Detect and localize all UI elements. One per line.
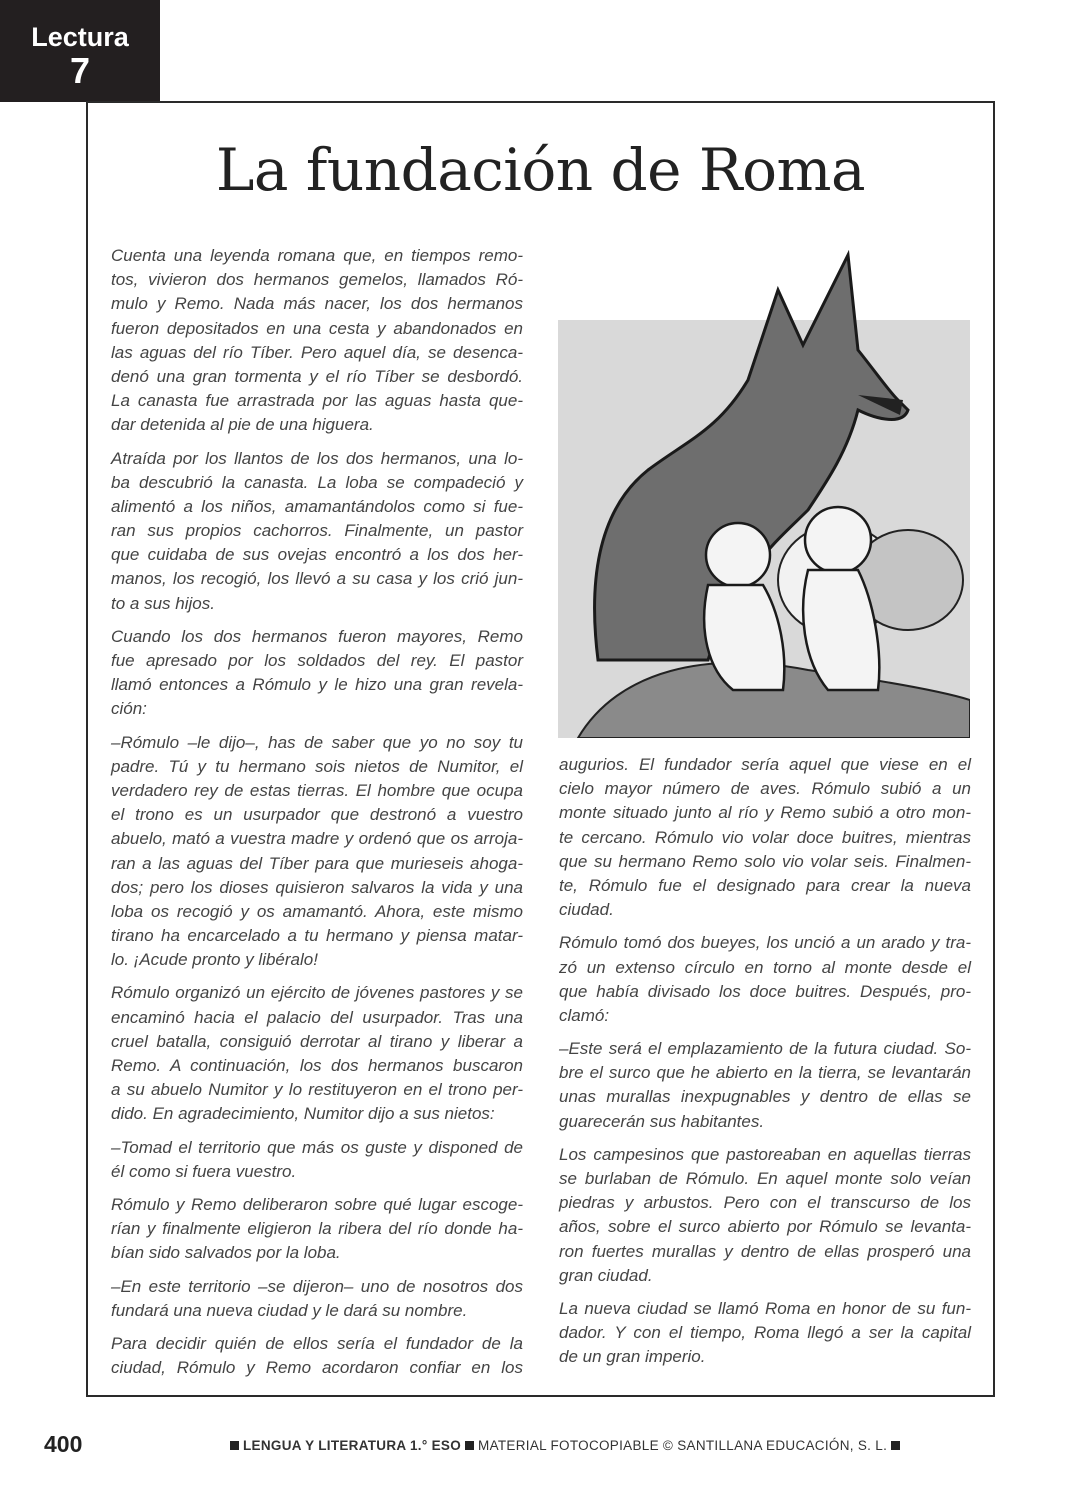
text-line: unas murallas inexpugnables y dentro de ellas se <box>559 1087 971 1107</box>
page-number: 400 <box>44 1431 83 1457</box>
text-line: dar detenida al pie de una higuera. <box>111 415 374 435</box>
text-line: –Rómulo –le dijo–, has de saber que yo no soy tu <box>111 732 523 752</box>
paragraph <box>559 1297 971 1370</box>
text-line: La canasta fue arrastrada por las aguas hasta que- <box>111 391 523 411</box>
text-line: bían sido salvados por la loba. <box>111 1243 341 1263</box>
text-line: bre el surco que he abierto en la tierra, se levantarán <box>559 1063 971 1083</box>
text-line: se burlaban de Rómulo. En aquel monte solo veían <box>559 1169 971 1188</box>
text-line: alimentó a los niños, amamantándolos como si fue- <box>111 496 523 516</box>
text-line: Los campesinos que pastoreaban en aquellas tierras <box>559 1144 971 1164</box>
text-line: Cuenta una leyenda romana que, en tiempos remo- <box>111 246 523 265</box>
text-line: que había divisado los doce buitres. Después, pro- <box>559 981 971 1001</box>
left-column <box>111 244 523 1389</box>
text-line: ba descubrió la canasta. La loba se compadeció y <box>111 472 523 492</box>
text-line: gran ciudad. <box>559 1265 653 1285</box>
text-line: piedras y arbustos. Pero con el transcurso de los <box>559 1193 971 1213</box>
text-line: augurios. El fundador sería aquel que viese en el <box>559 755 971 774</box>
paragraph <box>111 1275 523 1323</box>
text-line: mulo y Remo. Nada más nacer, los dos hermanos <box>111 294 523 314</box>
text-line: él como si fuera vuestro. <box>111 1161 297 1181</box>
right-column <box>559 753 971 1379</box>
text-line: rían y finalmente eligieron la ribera del río donde ha- <box>111 1219 523 1239</box>
text-line: llamó entonces a Rómulo y le hizo una gran revela- <box>111 675 523 695</box>
text-line: tos, vivieron dos hermanos gemelos, llamados Ró- <box>111 270 523 290</box>
text-line: Rómulo organizó un ejército de jóvenes pastores y se <box>111 983 523 1003</box>
text-line: –Este será el emplazamiento de la futura ciudad. So- <box>559 1039 971 1059</box>
text-line: denó una gran tormenta y el río Tíber se desbordó. <box>111 366 523 386</box>
text-line: encaminó hacia el palacio del usurpador. Tras una <box>111 1007 523 1027</box>
text-line: –En este territorio –se dijeron– uno de nosotros dos <box>111 1276 523 1296</box>
text-line: Atraída por los llantos de los dos hermanos, una lo- <box>111 448 523 468</box>
text-line: las aguas del río Tíber. Pero aquel día, se desenca- <box>111 342 523 362</box>
paragraph <box>559 1143 971 1288</box>
text-line: el trono es un usurpador que destronó a vuestro <box>111 805 523 825</box>
text-line: –Tomad el territorio que más os guste y disponed de <box>111 1137 523 1157</box>
paragraph <box>111 1136 523 1184</box>
paragraph <box>111 244 523 438</box>
footer-credits <box>226 1438 904 1453</box>
text-line: Para decidir quién de ellos sería el fundador de la <box>111 1333 523 1353</box>
text-line: que su hermano Remo solo vio volar seis. Finalmen- <box>559 851 971 871</box>
paragraph <box>559 1037 971 1134</box>
text-line: te cercano. Rómulo vio volar doce buitres, mientras <box>559 827 971 847</box>
section-tag <box>0 0 160 102</box>
text-line: tirano ha encarcelado a tu hermano y piensa matar- <box>111 926 523 946</box>
text-line: La nueva ciudad se llamó Roma en honor de su fun- <box>559 1298 971 1318</box>
text-line: loba os recogió y os amamantó. Ahora, este mismo <box>111 901 523 921</box>
text-line: fue apresado por los soldados del rey. El pastor <box>111 651 523 670</box>
text-line: años, sobre el surco abierto por Rómulo se levanta- <box>559 1217 971 1237</box>
paragraph <box>111 1332 523 1380</box>
text-line: te, Rómulo fue el designado para crear la nueva <box>559 875 971 895</box>
square-bullet-icon <box>891 1441 900 1450</box>
text-line: fundará una nueva ciudad y le dará su nombre. <box>111 1300 468 1320</box>
text-line: Rómulo y Remo deliberaron sobre qué lugar escoge- <box>111 1194 523 1214</box>
paragraph <box>111 625 523 722</box>
paragraph <box>559 753 971 922</box>
text-line: Cuando los dos hermanos fueron mayores, Remo <box>111 626 523 646</box>
page-title: La fundación de Roma <box>215 136 866 204</box>
footer-rights: MATERIAL FOTOCOPIABLE © SANTILLANA EDUCACIÓN, S. L. <box>478 1438 888 1453</box>
text-line: abuelo, mató a vuestra madre y ordenó que os arroja- <box>111 829 523 849</box>
text-line: lo. ¡Acude pronto y libéralo! <box>111 950 318 970</box>
section-number: 7 <box>69 50 91 91</box>
paragraph <box>111 1193 523 1266</box>
text-line: to a sus hijos. <box>111 593 215 613</box>
paragraph <box>111 981 523 1126</box>
paragraph <box>559 931 971 1028</box>
text-line: ciudad, Rómulo y Remo acordaron confiar en los <box>111 1358 523 1378</box>
square-bullet-icon <box>465 1441 474 1450</box>
paragraph <box>111 731 523 973</box>
text-line: de un gran imperio. <box>559 1347 706 1367</box>
text-line: ran a las aguas del Tíber para que murieseis ahoga- <box>111 853 523 873</box>
text-line: manos, los recogió, los llevó a su casa y los crió jun- <box>111 569 523 589</box>
text-line: ran sus propios cachorros. Finalmente, un pastor <box>111 521 523 541</box>
paragraph <box>111 447 523 616</box>
text-line: ron fuertes murallas y dentro de ellas prosperó una <box>559 1241 971 1261</box>
text-line: zó un extenso círculo en torno al monte desde el <box>559 957 971 977</box>
text-line: dido. En agradecimiento, Numitor dijo a sus nietos: <box>111 1104 495 1124</box>
text-line: Remo. A continuación, los dos hermanos buscaron <box>111 1056 523 1075</box>
text-line: cruel batalla, consiguió derrotar al tirano y liberar a <box>111 1031 523 1051</box>
section-label: Lectura <box>31 22 129 52</box>
text-line: padre. Tú y tu hermano sois nietos de Numitor, el <box>111 756 523 776</box>
text-line: Rómulo tomó dos bueyes, los unció a un arado y tra- <box>559 933 971 953</box>
text-line: ción: <box>111 699 147 719</box>
text-line: dador. Y con el tiempo, Roma llegó a ser la capital <box>559 1323 971 1343</box>
text-line: ciudad. <box>559 900 614 920</box>
text-line: a su abuelo Numitor y lo restituyeron en el trono per- <box>111 1080 523 1100</box>
text-line: monte situado junto al río y Remo subió a otro mon- <box>559 803 971 823</box>
text-line: guarecerán sus habitantes. <box>559 1111 765 1131</box>
wolf-twins-illustration <box>558 250 970 738</box>
text-line: clamó: <box>559 1005 610 1025</box>
text-line: dos; pero los dioses quisieron salvaros la vida y una <box>111 877 523 897</box>
text-line: verdadero rey de estas tierras. El hombre que ocupa <box>111 780 523 800</box>
text-line: fueron depositados en una cesta y abandonados en <box>111 318 523 338</box>
square-bullet-icon <box>230 1441 239 1450</box>
text-line: cielo mayor número de aves. Rómulo subió a un <box>559 779 971 799</box>
footer-book: LENGUA Y LITERATURA 1.° ESO <box>243 1438 462 1453</box>
text-line: que cuidaba de sus ovejas encontró a los dos her- <box>111 545 523 565</box>
